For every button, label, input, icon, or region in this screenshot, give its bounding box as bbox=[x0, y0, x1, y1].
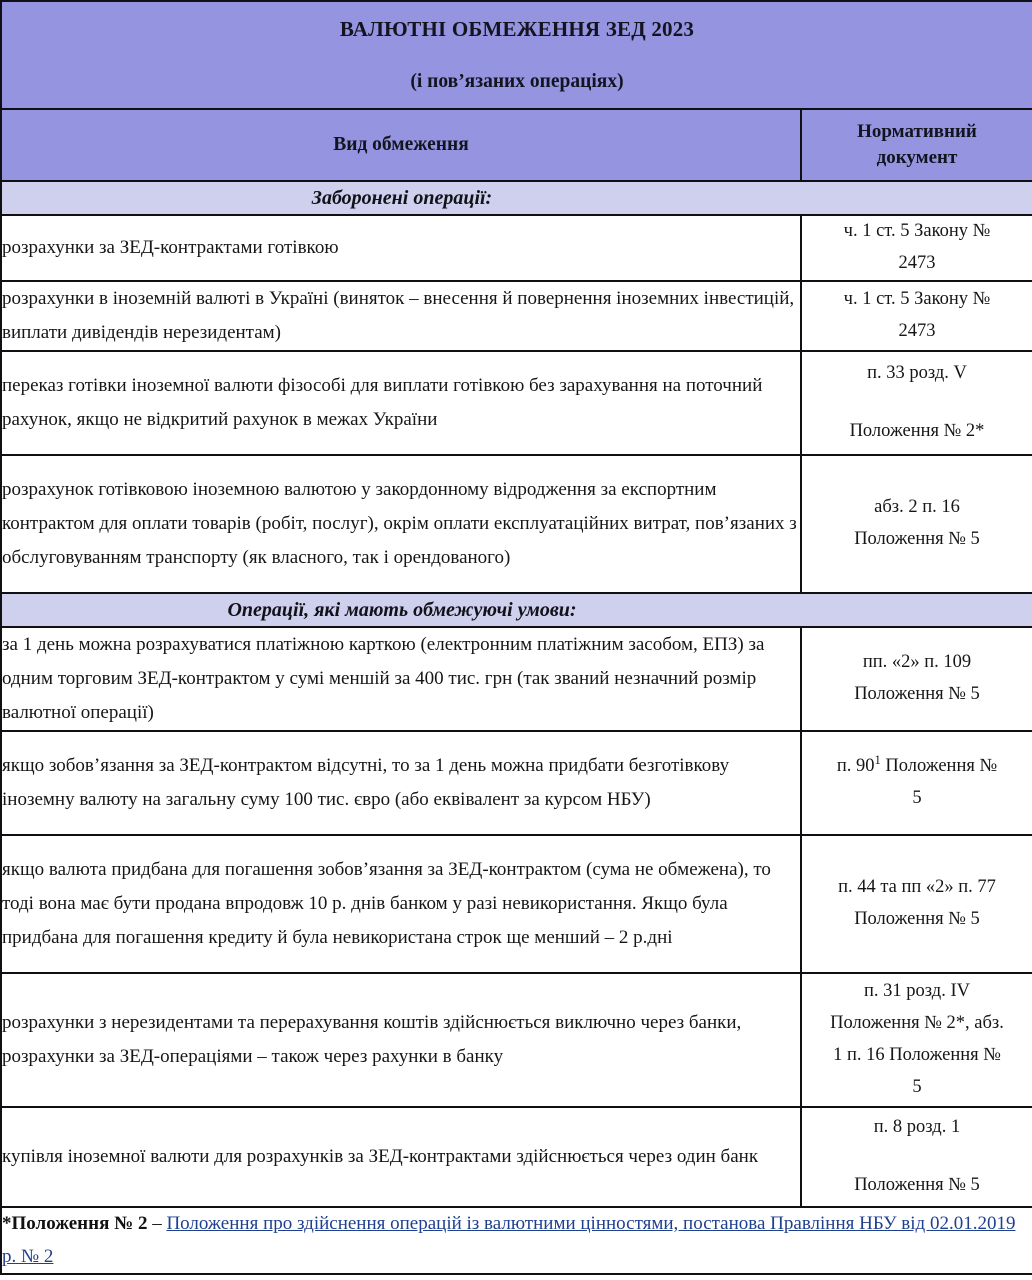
document-reference-prefix: п. 90 bbox=[836, 756, 875, 777]
table-row bbox=[1, 281, 1032, 351]
document-reference bbox=[801, 835, 1032, 973]
document-reference-line: Положення № 5 bbox=[854, 684, 980, 704]
document-reference-suffix: Положення № bbox=[880, 756, 998, 777]
document-reference bbox=[801, 351, 1032, 455]
column-header-document-line1: Нормативний bbox=[857, 121, 977, 143]
section-header-prohibited-row bbox=[1, 181, 1032, 215]
section-header-prohibited-label: Заборонені операції: bbox=[311, 187, 493, 209]
document-reference-line: ч. 1 ст. 5 Закону № bbox=[843, 289, 991, 310]
column-header-row bbox=[1, 109, 1032, 181]
column-header-document-line2: документ bbox=[876, 147, 958, 168]
restriction-text: розрахунки з нерезидентами та перерахування коштів здійснюється виключно через банки, розрахунки за ЗЕД-операціями – також через рахунки в банку bbox=[1, 973, 801, 1107]
document-reference-line: пп. «2» п. 109 bbox=[862, 652, 972, 673]
column-header-document bbox=[801, 109, 1032, 181]
document-reference-superscript: 1 bbox=[874, 753, 881, 768]
document-reference bbox=[801, 731, 1032, 835]
document-reference bbox=[801, 973, 1032, 1107]
document-reference-line: Положення № 5 bbox=[854, 529, 980, 549]
document-reference bbox=[801, 281, 1032, 351]
table-row bbox=[1, 973, 1032, 1107]
document-reference-line: 2473 bbox=[898, 253, 936, 273]
document-reference-line: п. 33 розд. V bbox=[867, 363, 967, 384]
document-reference bbox=[801, 455, 1032, 593]
document-reference-line: ч. 1 ст. 5 Закону № bbox=[843, 221, 991, 242]
page-subtitle: (і пов’язаних операціях) bbox=[410, 70, 624, 92]
table-row bbox=[1, 215, 1032, 281]
restriction-text: розрахунок готівковою іноземною валютою у закордонному відродження за експортним контрактом для оплати товарів (робіт, послуг), окрім оплати експлуатаційних витрат, пов’язаних з обслуговуванням транспорту (як власного, так і орендованого) bbox=[1, 455, 801, 593]
footnote-row bbox=[1, 1207, 1032, 1274]
document-title-cell bbox=[1, 1, 1032, 109]
document-reference-line: п. 44 та пп «2» п. 77 bbox=[838, 877, 996, 898]
footnote-label: Положення № 2 bbox=[11, 1213, 148, 1234]
table-row bbox=[1, 1107, 1032, 1207]
document-reference-line: 2473 bbox=[898, 321, 936, 341]
section-header-restricted-row bbox=[1, 593, 1032, 627]
document-reference-line: абз. 2 п. 16 bbox=[874, 497, 960, 518]
table-row bbox=[1, 351, 1032, 455]
document-reference-line: 1 п. 16 Положення № bbox=[833, 1045, 1001, 1065]
column-header-restriction: Вид обмеження bbox=[1, 109, 801, 181]
document-reference-line: 5 bbox=[912, 1076, 922, 1097]
section-header-restricted-cell bbox=[1, 593, 1032, 627]
footnote-dash: – bbox=[152, 1213, 162, 1234]
restriction-text: якщо зобов’язання за ЗЕД-контрактом відсутні, то за 1 день можна придбати безготівкову іноземну валюту на загальну суму 100 тис. євро (або еквівалент за курсом НБУ) bbox=[1, 731, 801, 835]
restriction-text: якщо валюта придбана для погашення зобов’язання за ЗЕД-контрактом (сума не обмежена), то тоді вона має бути продана впродовж 10 р. днів банком у разі невикористання. Якщо була придбана для погашення кредиту й була невикористана строк ще менший – 2 р.дні bbox=[1, 835, 801, 973]
section-header-restricted-label: Операції, які мають обмежуючі умови: bbox=[227, 599, 577, 621]
document-reference-line: 5 bbox=[912, 788, 922, 808]
document-reference bbox=[801, 215, 1032, 281]
document-reference-line: Положення № 2* bbox=[849, 421, 985, 441]
table-row bbox=[1, 835, 1032, 973]
restriction-text: розрахунки за ЗЕД-контрактами готівкою bbox=[1, 215, 801, 281]
section-header-prohibited-cell bbox=[1, 181, 1032, 215]
document-reference-line: Положення № 5 bbox=[854, 1175, 980, 1195]
document-reference bbox=[801, 627, 1032, 731]
document-reference bbox=[801, 1107, 1032, 1207]
page-title: ВАЛЮТНІ ОБМЕЖЕННЯ ЗЕД 2023 bbox=[339, 16, 695, 41]
footnote-marker: * bbox=[2, 1213, 12, 1234]
document-reference-line bbox=[802, 751, 1032, 783]
table-row bbox=[1, 731, 1032, 835]
restriction-text: переказ готівки іноземної валюти фізособі для виплати готівкою без зарахування на поточний рахунок, якщо не відкритий рахунок в межах України bbox=[1, 351, 801, 455]
title-row bbox=[1, 1, 1032, 109]
footnote-link[interactable]: Положення про здійснення операцій із валютними цінностями, постанова Правління НБУ від 02.01.2019 р. № 2 bbox=[2, 1213, 1016, 1267]
restriction-text: купівля іноземної валюти для розрахунків за ЗЕД-контрактами здійснюється через один банк bbox=[1, 1107, 801, 1207]
table-row bbox=[1, 627, 1032, 731]
restriction-text: розрахунки в іноземній валюті в Україні (виняток – внесення й повернення іноземних інвестицій, виплати дивідендів нерезидентам) bbox=[1, 281, 801, 351]
footnote-cell bbox=[1, 1207, 1032, 1274]
document-reference-line: п. 8 розд. 1 bbox=[873, 1117, 961, 1138]
restriction-text: за 1 день можна розрахуватися платіжною карткою (електронним платіжним засобом, ЕПЗ) за одним торговим ЗЕД-контрактом у сумі меншій за 400 тис. грн (так званий незначний розмір валютної операції) bbox=[1, 627, 801, 731]
document-reference-line: Положення № 5 bbox=[854, 909, 980, 929]
document-reference-line: п. 31 розд. IV bbox=[864, 981, 970, 1002]
table-row bbox=[1, 455, 1032, 593]
document-reference-line: Положення № 2*, абз. bbox=[830, 1013, 1004, 1034]
